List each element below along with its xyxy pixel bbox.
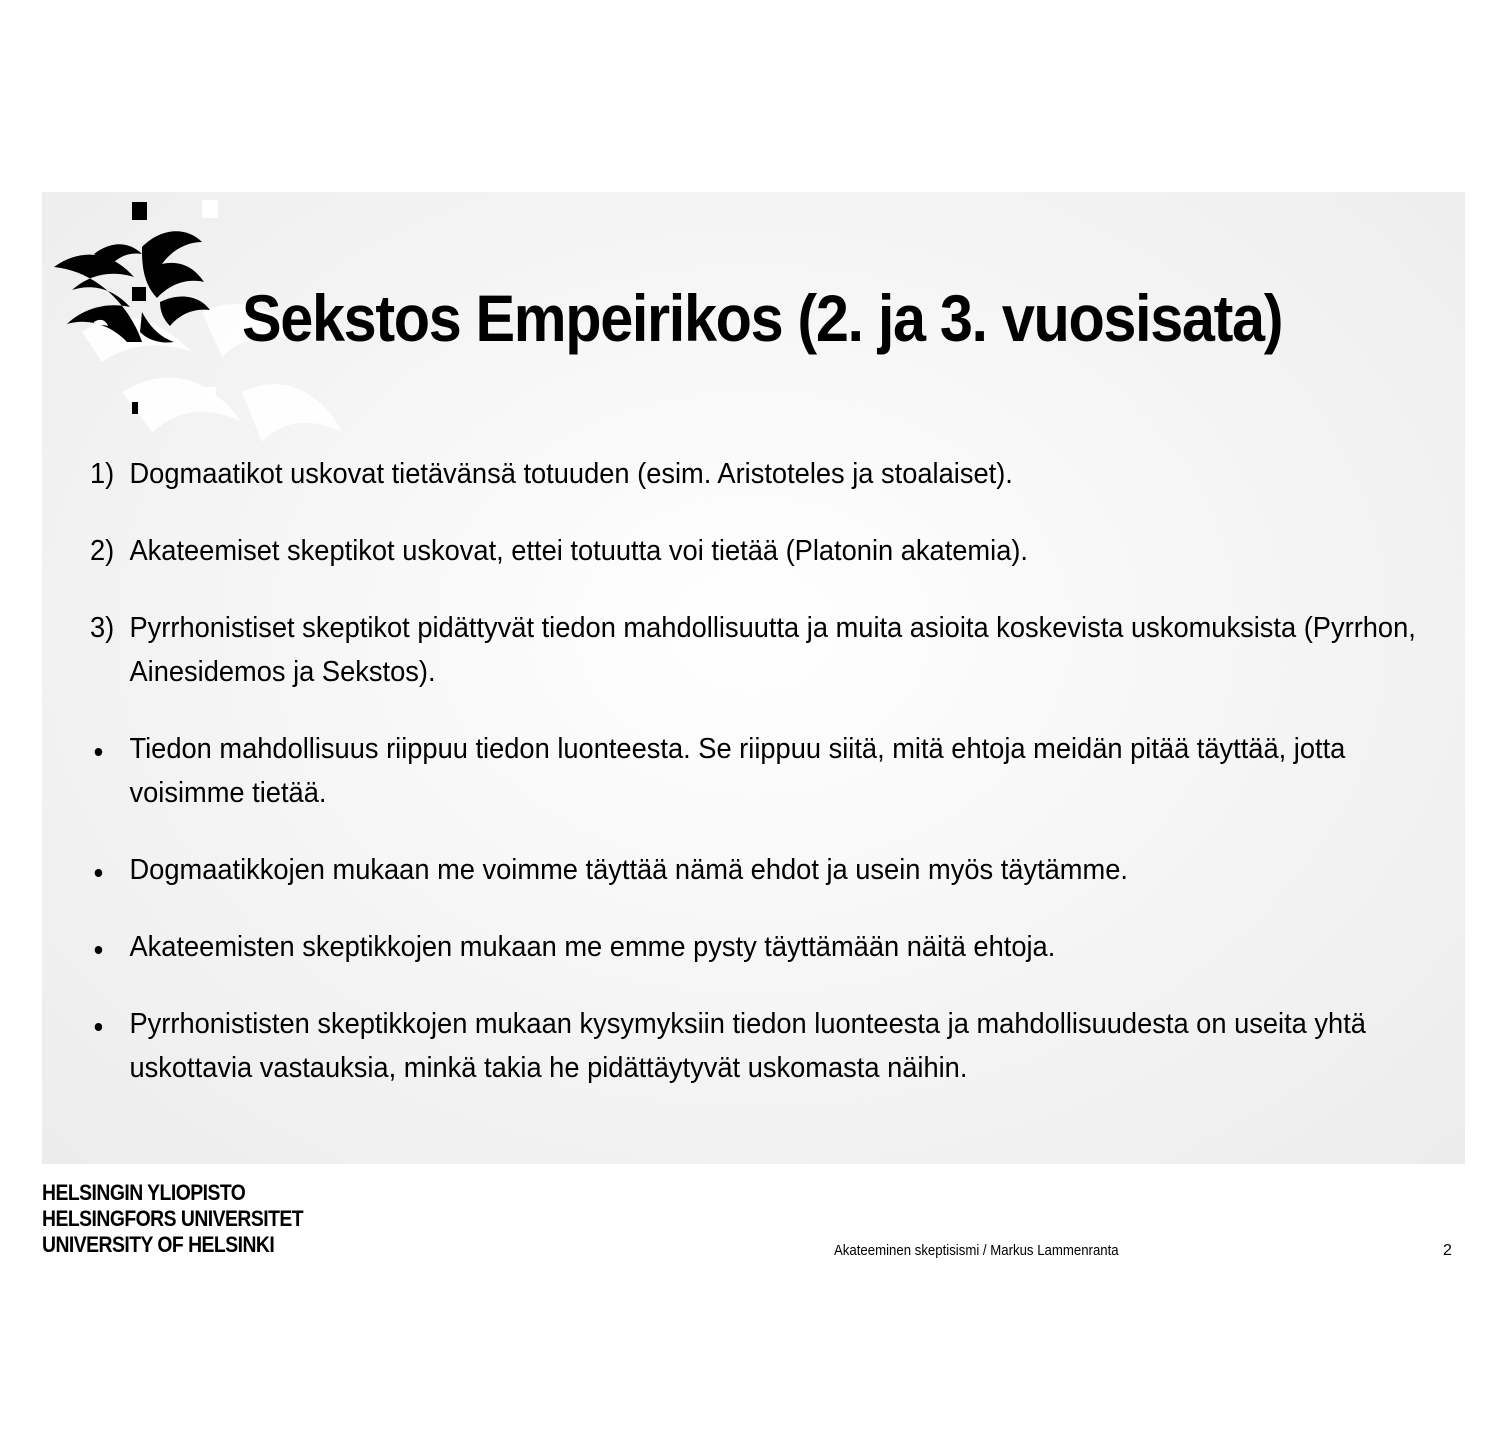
university-name-sv: HELSINGFORS UNIVERSITET (42, 1206, 304, 1231)
university-name-en: UNIVERSITY OF HELSINKI (42, 1232, 275, 1257)
list-item-text: Akateemisten skeptikkojen mukaan me emme pysty täyttämään näitä ehtoja. (129, 931, 1056, 963)
slide (42, 192, 1465, 1164)
list-item-text: Dogmaatikkojen mukaan me voimme täyttää nämä ehdot ja usein myös täytämme. (129, 854, 1128, 886)
list-item-text: Dogmaatikot uskovat tietävänsä totuuden (esim. Aristoteles ja stoalaiset). (129, 458, 1013, 490)
university-names (42, 1180, 303, 1258)
list-item-text: Pyrrhonistiset skeptikot pidättyvät tiedon mahdollisuutta ja muita asioita koskevista uskomuksista (Pyrrhon, Ainesidemos ja Sekstos). (129, 612, 1416, 688)
list-number: 3) (90, 612, 115, 644)
list-item (90, 727, 1445, 815)
list-item-text: Tiedon mahdollisuus riippuu tiedon luonteesta. Se riippuu siitä, mitä ehtoja meidän pitää täyttää, jotta voisimme tietää. (129, 733, 1346, 809)
bullet-icon (95, 748, 103, 756)
bullet-icon (95, 1023, 103, 1031)
list-item (90, 452, 1445, 496)
page-number: 2 (1443, 1242, 1452, 1259)
university-name-fi: HELSINGIN YLIOPISTO (42, 1180, 246, 1205)
list-item (90, 848, 1445, 892)
presentation-footer: Akateeminen skeptisismi / Markus Lammenranta (834, 1242, 1119, 1259)
slide-content (90, 452, 1430, 1123)
list-item (90, 606, 1445, 694)
list-item (90, 529, 1445, 573)
list-number: 2) (90, 535, 115, 567)
slide-title: Sekstos Empeirikos (2. ja 3. vuosisata) (242, 281, 1283, 355)
list-item-text: Akateemiset skeptikot uskovat, ettei totuutta voi tietää (Platonin akatemia). (129, 535, 1029, 567)
list-item-text: Pyrrhonististen skeptikkojen mukaan kysymyksiin tiedon luonteesta ja mahdollisuudesta on useita yhtä uskottavia vastauksia, minkä takia he pidättäytyvät uskomasta näihin. (129, 1008, 1366, 1084)
list-item (90, 925, 1445, 969)
list-item (90, 1002, 1445, 1090)
list-number: 1) (90, 458, 115, 490)
bullet-icon (95, 869, 103, 877)
bullet-icon (95, 946, 103, 954)
